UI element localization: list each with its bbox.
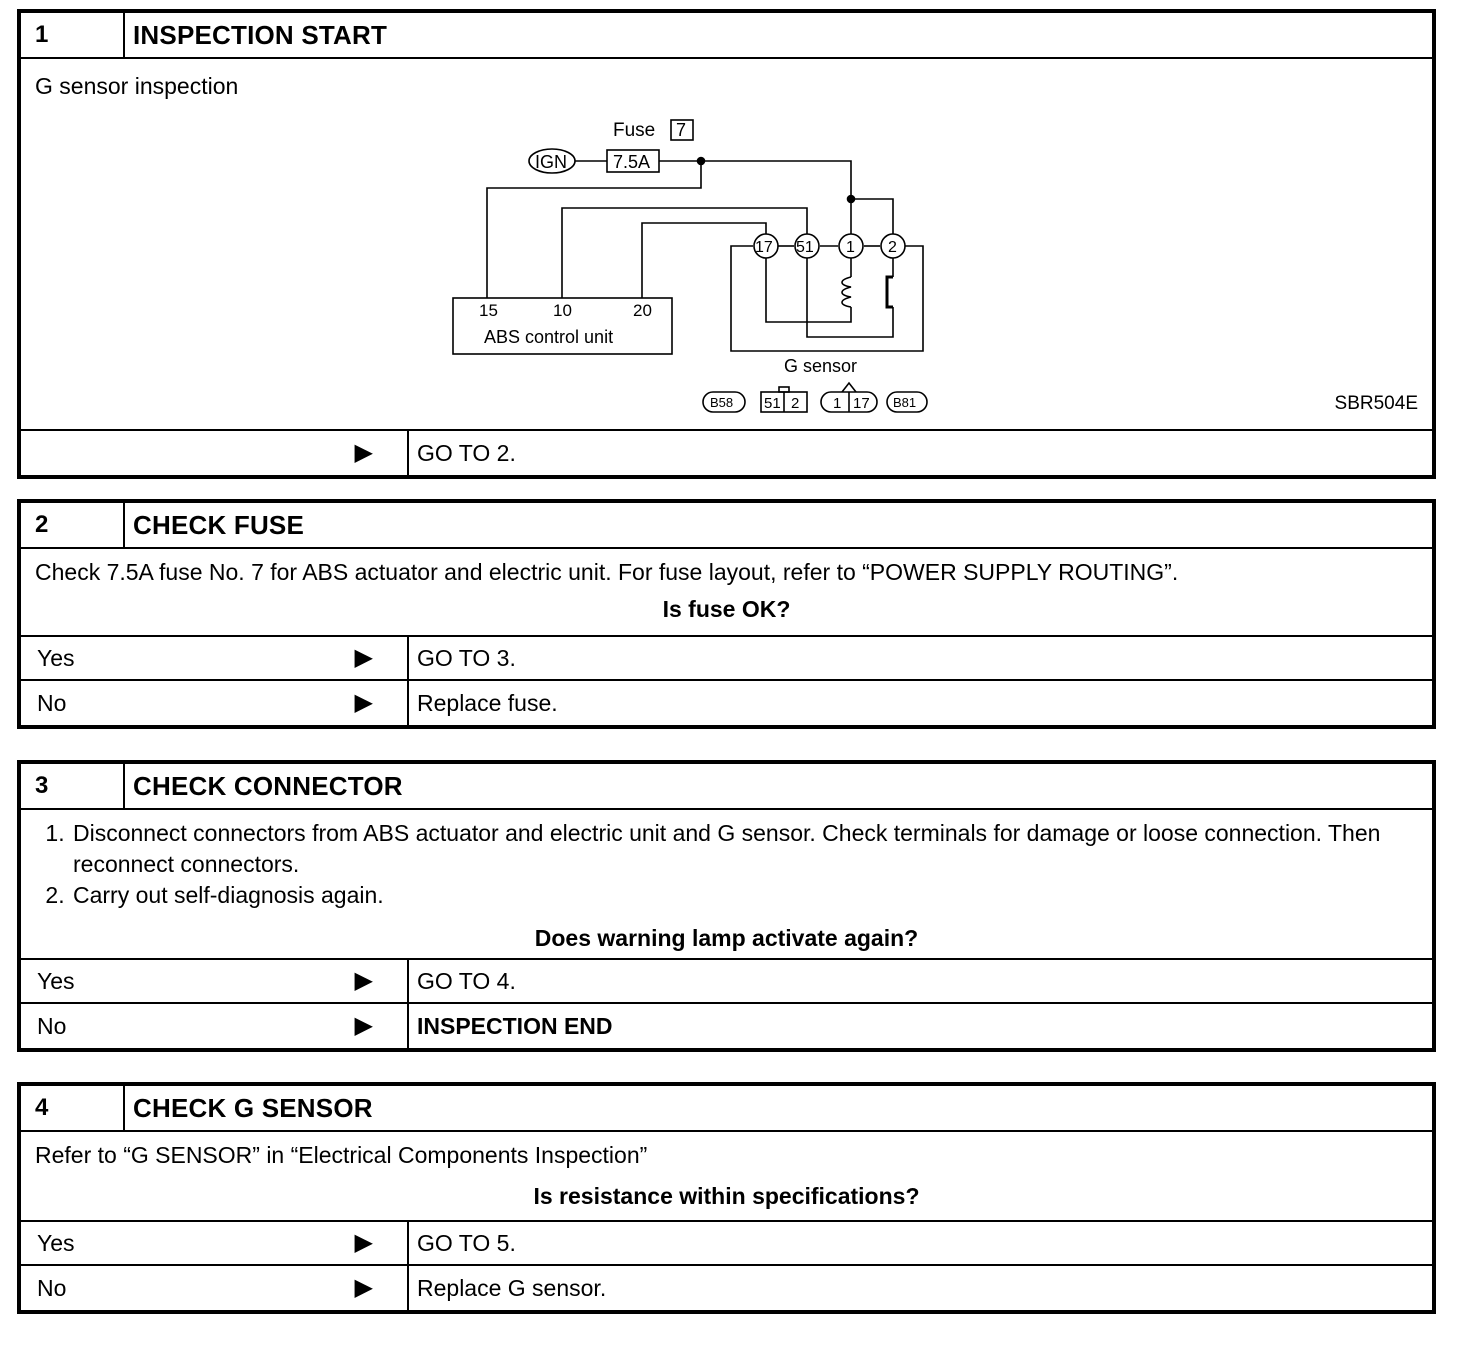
arrow-icon: ▶ — [354, 1229, 373, 1256]
step-3-yes-text: Yes — [37, 967, 75, 994]
step-4-title: CHECK G SENSOR — [133, 1092, 373, 1123]
step-1-answer-result: GO TO 2. — [417, 439, 516, 466]
step-4-no-result: Replace G sensor. — [417, 1274, 607, 1301]
step-1-intro: G sensor inspection — [35, 73, 239, 99]
arrow-icon: ▶ — [354, 439, 373, 466]
step-2-answer-yes[interactable] — [21, 637, 1432, 681]
connector-b81-label: B81 — [893, 395, 917, 410]
g-sensor-enclosure — [731, 246, 923, 351]
fuse-number: 7 — [676, 120, 687, 140]
connector-left-pin-b: 2 — [791, 395, 800, 412]
internal-wire-17 — [766, 258, 851, 322]
step-4-content — [21, 1132, 1432, 1222]
step-1-content — [21, 59, 1432, 431]
step-3-list — [21, 818, 1432, 911]
step-2-yes-result: GO TO 3. — [417, 644, 516, 671]
step-1-title: INSPECTION START — [133, 19, 388, 50]
step-4-yes-result: GO TO 5. — [417, 1229, 516, 1256]
step-3-no-label — [21, 1004, 409, 1048]
abs-pin-15: 15 — [479, 301, 498, 320]
abs-pin-10: 10 — [553, 301, 572, 320]
step-3-yes-result: GO TO 4. — [417, 967, 516, 994]
fuse-rating: 7.5A — [613, 152, 651, 172]
step-1-answer-label — [21, 431, 409, 475]
step-2-no-text: No — [37, 689, 67, 716]
connector-left-tab — [779, 387, 789, 392]
step-3-number: 3 — [21, 764, 125, 808]
wiring-diagram-svg — [21, 102, 1432, 429]
wire-fuse-pin15 — [487, 161, 701, 298]
step-3-box — [17, 760, 1436, 1052]
step-4-header — [21, 1086, 1432, 1132]
step-3-list-item-1: 1. Disconnect connectors from ABS actuator and electric unit and G sensor. Check terminals for damage or loose connection. Then reconnect connectors. — [71, 818, 1418, 880]
step-2-title: CHECK FUSE — [133, 509, 305, 540]
wire-fuse-main — [659, 161, 851, 199]
step-2-box — [17, 499, 1436, 729]
ignition-label: IGN — [535, 152, 568, 172]
step-3-content — [21, 810, 1432, 960]
step-3-title: CHECK CONNECTOR — [133, 770, 403, 801]
step-4-yes-text: Yes — [37, 1229, 75, 1256]
step-4-yes-label — [21, 1222, 409, 1264]
step-2-answer-no[interactable] — [21, 681, 1432, 725]
step-2-yes-text: Yes — [37, 644, 75, 671]
arrow-icon: ▶ — [354, 1012, 373, 1039]
wire-pin20-17 — [642, 223, 766, 298]
g-sensor-label: G sensor — [784, 356, 858, 376]
connector-right-pin-a: 1 — [833, 395, 842, 412]
step-3-no-text: No — [37, 1012, 67, 1039]
connector-right-tab — [842, 383, 856, 392]
wire-junction-pin2 — [851, 199, 893, 234]
step-3-list-item-2: 2. Carry out self-diagnosis again. — [71, 880, 1418, 911]
step-2-number: 2 — [21, 503, 125, 547]
step-3-yes-label — [21, 960, 409, 1002]
step-3-no-result: INSPECTION END — [417, 1012, 613, 1039]
step-4-body: Refer to “G SENSOR” in “Electrical Components Inspection” — [35, 1142, 648, 1168]
step-4-question: Is resistance within specifications? — [533, 1183, 920, 1209]
step-2-yes-label — [21, 637, 409, 679]
step-3-header — [21, 764, 1432, 810]
arrow-icon: ▶ — [354, 1274, 373, 1301]
sensor-pin-17-label: 17 — [755, 239, 773, 256]
step-3-answer-no[interactable] — [21, 1004, 1432, 1048]
step-1-box — [17, 9, 1436, 479]
sensor-pin-51-label: 51 — [796, 239, 814, 256]
wiring-diagram — [21, 102, 1432, 429]
connector-left-pin-a: 51 — [764, 395, 781, 412]
step-2-no-label — [21, 681, 409, 725]
figure-code: SBR504E — [1334, 393, 1418, 414]
arrow-icon: ▶ — [354, 689, 373, 716]
arrow-icon: ▶ — [354, 644, 373, 671]
abs-pin-20: 20 — [633, 301, 652, 320]
arrow-icon: ▶ — [354, 967, 373, 994]
step-4-answer-no[interactable] — [21, 1266, 1432, 1310]
step-4-number: 4 — [21, 1086, 125, 1130]
step-1-answer-row[interactable] — [21, 431, 1432, 475]
step-4-box — [17, 1082, 1436, 1314]
connector-b58-label: B58 — [710, 395, 734, 410]
fuse-label: Fuse — [613, 120, 656, 141]
step-4-no-text: No — [37, 1274, 67, 1301]
coil-symbol — [842, 277, 851, 307]
step-2-content — [21, 549, 1432, 637]
step-4-no-label — [21, 1266, 409, 1310]
sensor-pin-1-label: 1 — [846, 239, 855, 256]
step-2-body: Check 7.5A fuse No. 7 for ABS actuator and electric unit. For fuse layout, refer to “POWER SUPPLY ROUTING”. — [35, 559, 1179, 585]
connector-right-pin-b: 17 — [853, 395, 870, 412]
step-4-answer-yes[interactable] — [21, 1222, 1432, 1266]
step-1-number: 1 — [21, 13, 125, 57]
step-3-answer-yes[interactable] — [21, 960, 1432, 1004]
step-2-header — [21, 503, 1432, 549]
step-2-no-result: Replace fuse. — [417, 689, 558, 716]
switch-symbol — [887, 277, 893, 307]
abs-unit-label: ABS control unit — [484, 327, 614, 347]
step-3-question: Does warning lamp activate again? — [534, 925, 919, 951]
step-1-header — [21, 13, 1432, 59]
sensor-pin-2-label: 2 — [888, 239, 897, 256]
step-2-question: Is fuse OK? — [662, 596, 791, 622]
